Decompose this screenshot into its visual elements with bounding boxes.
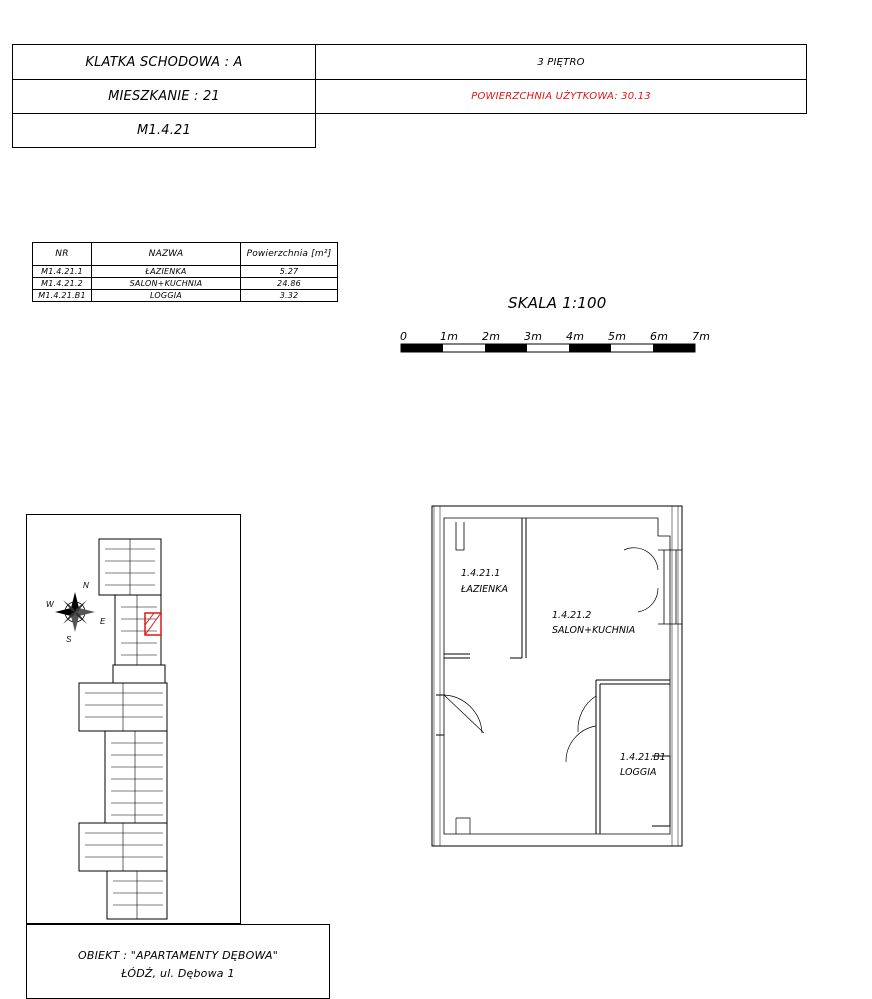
object-address: ŁÓDŹ, ul. Dębowa 1 bbox=[121, 967, 235, 980]
scale-tick-0: 0 bbox=[400, 330, 408, 343]
room1-code: 1.4.21.1 bbox=[461, 568, 501, 579]
scale-tick-1: 1m bbox=[440, 330, 459, 343]
row-nr: M1.4.21.2 bbox=[33, 278, 92, 290]
table-row bbox=[33, 278, 338, 290]
room1-name: ŁAZIENKA bbox=[461, 584, 508, 595]
scale-tick-2: 2m bbox=[482, 330, 501, 343]
scale-tick-4: 4m bbox=[566, 330, 585, 343]
compass-w: W bbox=[46, 600, 54, 609]
object-name: OBIEKT : "APARTAMENTY DĘBOWA" bbox=[77, 949, 279, 962]
col-area: Powierzchnia [m²] bbox=[241, 243, 338, 266]
header-table bbox=[12, 44, 807, 148]
compass-e: E bbox=[100, 617, 106, 626]
scale-title: SKALA 1:100 bbox=[508, 294, 607, 312]
rooms-table bbox=[32, 242, 338, 302]
scale-tick-3: 3m bbox=[524, 330, 543, 343]
floor-plan bbox=[426, 500, 688, 852]
row-area: 24.86 bbox=[241, 278, 338, 290]
row-name: SALON+KUCHNIA bbox=[92, 278, 241, 290]
row-nr: M1.4.21.B1 bbox=[33, 290, 92, 302]
building-outline bbox=[27, 515, 240, 923]
floor-label: 3 PIĘTRO bbox=[537, 56, 585, 68]
room2-name: SALON+KUCHNIA bbox=[552, 625, 636, 636]
row-name: LOGGIA bbox=[92, 290, 241, 302]
row-name: ŁAZIENKA bbox=[92, 266, 241, 278]
row-area: 3.32 bbox=[241, 290, 338, 302]
room3-name: LOGGIA bbox=[620, 767, 657, 778]
staircase-label: KLATKA SCHODOWA : A bbox=[85, 54, 243, 70]
floor-cell bbox=[315, 44, 807, 80]
table-row bbox=[33, 266, 338, 278]
compass-n: N bbox=[83, 581, 89, 590]
scale-tick-7: 7m bbox=[692, 330, 711, 343]
site-plan bbox=[26, 514, 241, 924]
object-info bbox=[26, 924, 330, 999]
scale-tick-6: 6m bbox=[650, 330, 669, 343]
apartment-cell bbox=[12, 79, 316, 114]
row-area: 5.27 bbox=[241, 266, 338, 278]
col-nr: NR bbox=[33, 243, 92, 266]
usable-area-label: POWIERZCHNIA UŻYTKOWA: 30.13 bbox=[471, 91, 651, 102]
row-nr: M1.4.21.1 bbox=[33, 266, 92, 278]
col-name: NAZWA bbox=[92, 243, 241, 266]
apartment-code: M1.4.21 bbox=[137, 123, 191, 138]
apartment-label: MIESZKANIE : 21 bbox=[108, 89, 220, 104]
rooms-table-header bbox=[33, 243, 338, 266]
table-row bbox=[33, 290, 338, 302]
usable-area-cell bbox=[315, 79, 807, 114]
staircase-cell bbox=[12, 44, 316, 80]
compass-s: S bbox=[66, 635, 72, 644]
room3-code: 1.4.21.B1 bbox=[620, 752, 666, 763]
code-cell bbox=[12, 113, 316, 148]
scale-tick-5: 5m bbox=[608, 330, 627, 343]
scale-bar bbox=[400, 328, 720, 358]
compass-icon bbox=[46, 581, 106, 644]
room2-code: 1.4.21.2 bbox=[552, 610, 592, 621]
